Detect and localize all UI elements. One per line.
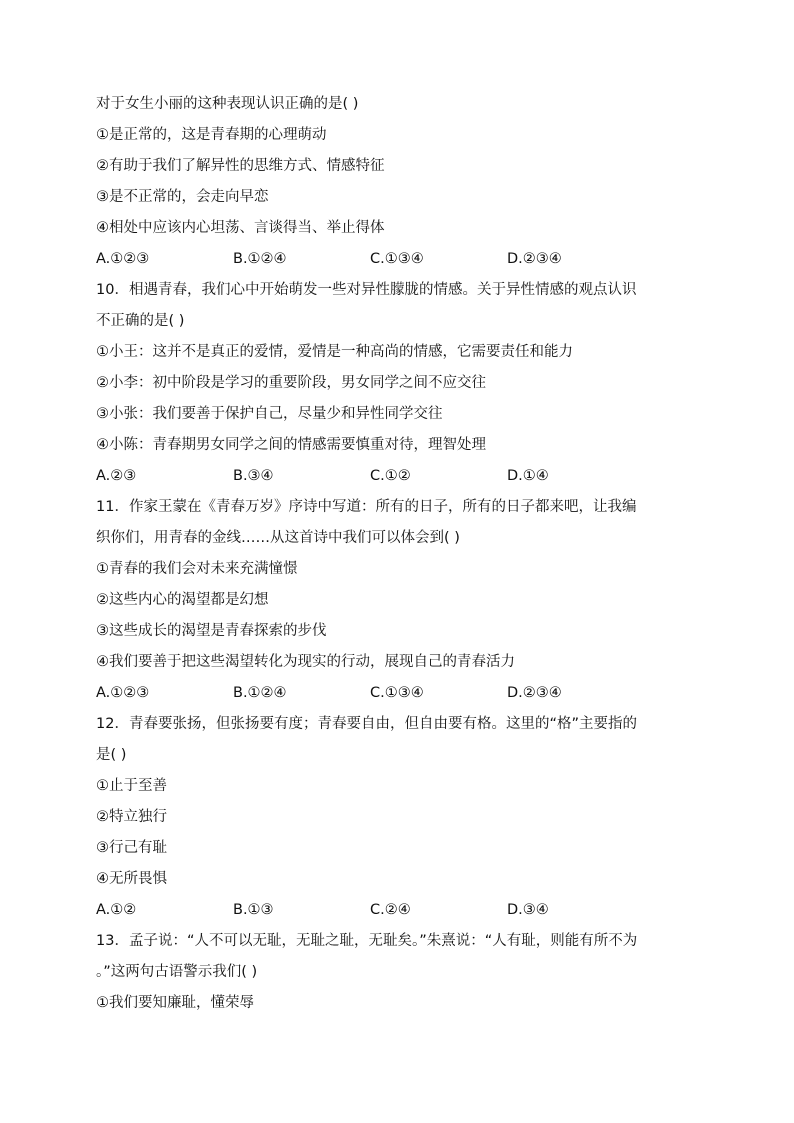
question-10-item-3: ③小张：我们要善于保护自己，尽量少和异性同学交往: [96, 406, 443, 422]
question-13-item-1: ①我们要知廉耻，懂荣辱: [96, 995, 254, 1011]
question-13-stem-line-1: 13．孟子说：“人不可以无耻，无耻之耻，无耻矣。”朱熹说：“人有耻，则能有所不为: [96, 933, 638, 949]
question-11-item-4: ④我们要善于把这些渴望转化为现实的行动，展现自己的青春活力: [96, 654, 515, 670]
question-10-stem-line-1: 10．相遇青春，我们心中开始萌发一些对异性朦胧的情感。关于异性情感的观点认识: [96, 282, 637, 298]
option-c[interactable]: C.②④: [370, 902, 411, 918]
option-c[interactable]: C.①③④: [370, 685, 424, 701]
option-c[interactable]: C.①③④: [370, 251, 424, 267]
question-11-stem-line-1: 11．作家王蒙在《青春万岁》序诗中写道：所有的日子，所有的日子都来吧，让我编: [96, 499, 637, 515]
option-b[interactable]: B.①③: [233, 902, 274, 918]
option-a[interactable]: A.①②: [96, 902, 137, 918]
question-12-item-3: ③行己有耻: [96, 840, 167, 856]
question-12-options: [96, 900, 706, 931]
question-12-stem-line-2: 是( ): [96, 747, 127, 763]
question-12-stem-line-1: 12．青春要张扬，但张扬要有度；青春要自由，但自由要有格。这里的“格”主要指的: [96, 716, 637, 732]
option-b[interactable]: B.①②④: [233, 685, 287, 701]
option-c[interactable]: C.①②: [370, 468, 411, 484]
option-d[interactable]: D.②③④: [507, 685, 562, 701]
option-d[interactable]: D.②③④: [507, 251, 562, 267]
question-9-options: [96, 249, 706, 280]
question-13-stem-line-2: 。”这两句古语警示我们( ): [96, 964, 258, 980]
option-a[interactable]: A.②③: [96, 468, 137, 484]
option-a[interactable]: A.①②③: [96, 251, 150, 267]
question-10-stem-line-2: 不正确的是( ): [96, 313, 185, 329]
question-11-stem-line-2: 织你们，用青春的金线……从这首诗中我们可以体会到( ): [96, 530, 460, 546]
question-12-item-2: ②特立独行: [96, 809, 167, 825]
option-b[interactable]: B.①②④: [233, 251, 287, 267]
question-10-item-4: ④小陈：青春期男女同学之间的情感需要慎重对待，理智处理: [96, 437, 486, 453]
question-9-stem: 对于女生小丽的这种表现认识正确的是( ): [96, 96, 359, 112]
question-11-item-3: ③这些成长的渴望是青春探索的步伐: [96, 623, 327, 639]
question-11-item-1: ①青春的我们会对未来充满憧憬: [96, 561, 298, 577]
question-10-options: [96, 466, 706, 497]
question-9-item-3: ③是不正常的，会走向早恋: [96, 189, 269, 205]
question-9-item-1: ①是正常的，这是青春期的心理萌动: [96, 127, 327, 143]
question-11-options: [96, 683, 706, 714]
option-d[interactable]: D.①④: [507, 468, 549, 484]
question-9-item-4: ④相处中应该内心坦荡、言谈得当、举止得体: [96, 220, 385, 236]
option-b[interactable]: B.③④: [233, 468, 274, 484]
question-9-item-2: ②有助于我们了解异性的思维方式、情感特征: [96, 158, 385, 174]
option-a[interactable]: A.①②③: [96, 685, 150, 701]
question-12-item-4: ④无所畏惧: [96, 871, 167, 887]
question-10-item-2: ②小李：初中阶段是学习的重要阶段，男女同学之间不应交往: [96, 375, 486, 391]
option-d[interactable]: D.③④: [507, 902, 549, 918]
question-11-item-2: ②这些内心的渴望都是幻想: [96, 592, 269, 608]
question-12-item-1: ①止于至善: [96, 778, 167, 794]
exam-page: [96, 94, 706, 1024]
question-10-item-1: ①小王：这并不是真正的爱情，爱情是一种高尚的情感，它需要责任和能力: [96, 344, 573, 360]
